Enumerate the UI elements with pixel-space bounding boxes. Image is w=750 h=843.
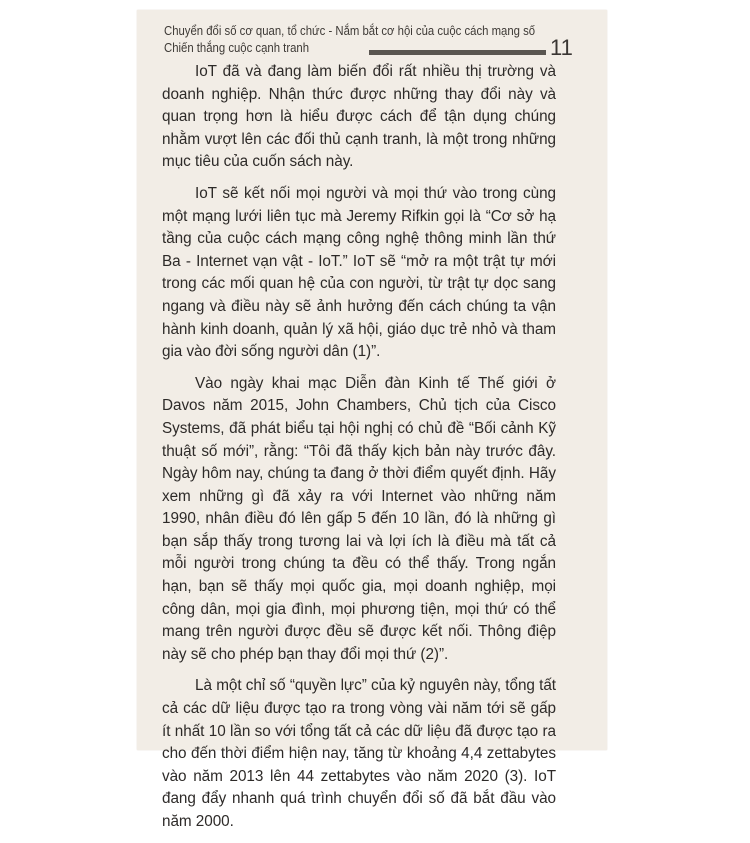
header-line-2: Chiến thắng cuộc cạnh tranh [164,40,310,55]
paragraph-4: Là một chỉ số “quyền lực” của kỷ nguyên này, tổng tất cả các dữ liệu được tạo ra trong vòng vài năm tới sẽ gấp ít nhất 10 lần so với tổng tất cả các dữ liệu đã được tạo ra cho đến thời điểm hiện nay, tăng từ khoảng 4,4 zettabytes vào năm 2013 lên 44 zettabytes vào năm 2020 (3). IoT đang đẩy nhanh quá trình chuyển đổi số đã bắt đầu vào năm 2000. [162,677,556,830]
paragraph-3: Vào ngày khai mạc Diễn đàn Kinh tế Thế giới ở Davos năm 2015, John Chambers, Chủ tịch của Cisco Systems, đã phát biểu tại hội nghị có chủ đề “Bối cảnh Kỹ thuật số mới”, rằng: “Tôi đã thấy kịch bản này trước đây. Ngày hôm nay, chúng ta đang ở thời điểm quyết định. Hãy xem những gì đã xảy ra với Internet vào những năm 1990, nhân điều đó lên gấp 5 đến 10 lần, đó là những gì bạn sắp thấy trong tương lai và lợi ích là điều mà tất cả mỗi người trong chúng ta đều có thể thấy. Trong ngắn hạn, bạn sẽ thấy mọi quốc gia, mọi doanh nghiệp, mọi công dân, mọi gia đình, mọi phương tiện, mọi thứ có thể mang trên người được đều sẽ được kết nối. Thông điệp này sẽ cho phép bạn thay đổi mọi thứ (2)”. [162,374,556,663]
header-rule [369,50,546,55]
paragraph-2: IoT sẽ kết nối mọi người và mọi thứ vào trong cùng một mạng lưới liên tục mà Jeremy Rifkin gọi là “Cơ sở hạ tầng của cuộc cách mạng công nghệ thông minh lần thứ Ba - Internet vạn vật - IoT.” IoT sẽ “mở ra một trật tự mới trong các mối quan hệ của con người, từ trật tự dọc sang ngang và điều này sẽ ảnh hưởng đến cách chúng ta vận hành kinh doanh, quản lý xã hội, giáo dục trẻ nhỏ và tham gia vào đời sống người dân (1)”. [162,184,556,361]
page-number: 11 [550,35,573,60]
body-text [162,61,556,843]
paragraph-1: IoT đã và đang làm biến đổi rất nhiều thị trường và doanh nghiệp. Nhận thức được những thay đổi này và quan trọng hơn là hiểu được cách để tận dụng chúng nhằm vượt lên các đối thủ cạnh tranh, là một trong những mục tiêu của cuốn sách này. [162,63,556,171]
header-line-1: Chuyển đổi số cơ quan, tổ chức - Nắm bắt cơ hội của cuộc cách mạng số [164,23,536,38]
